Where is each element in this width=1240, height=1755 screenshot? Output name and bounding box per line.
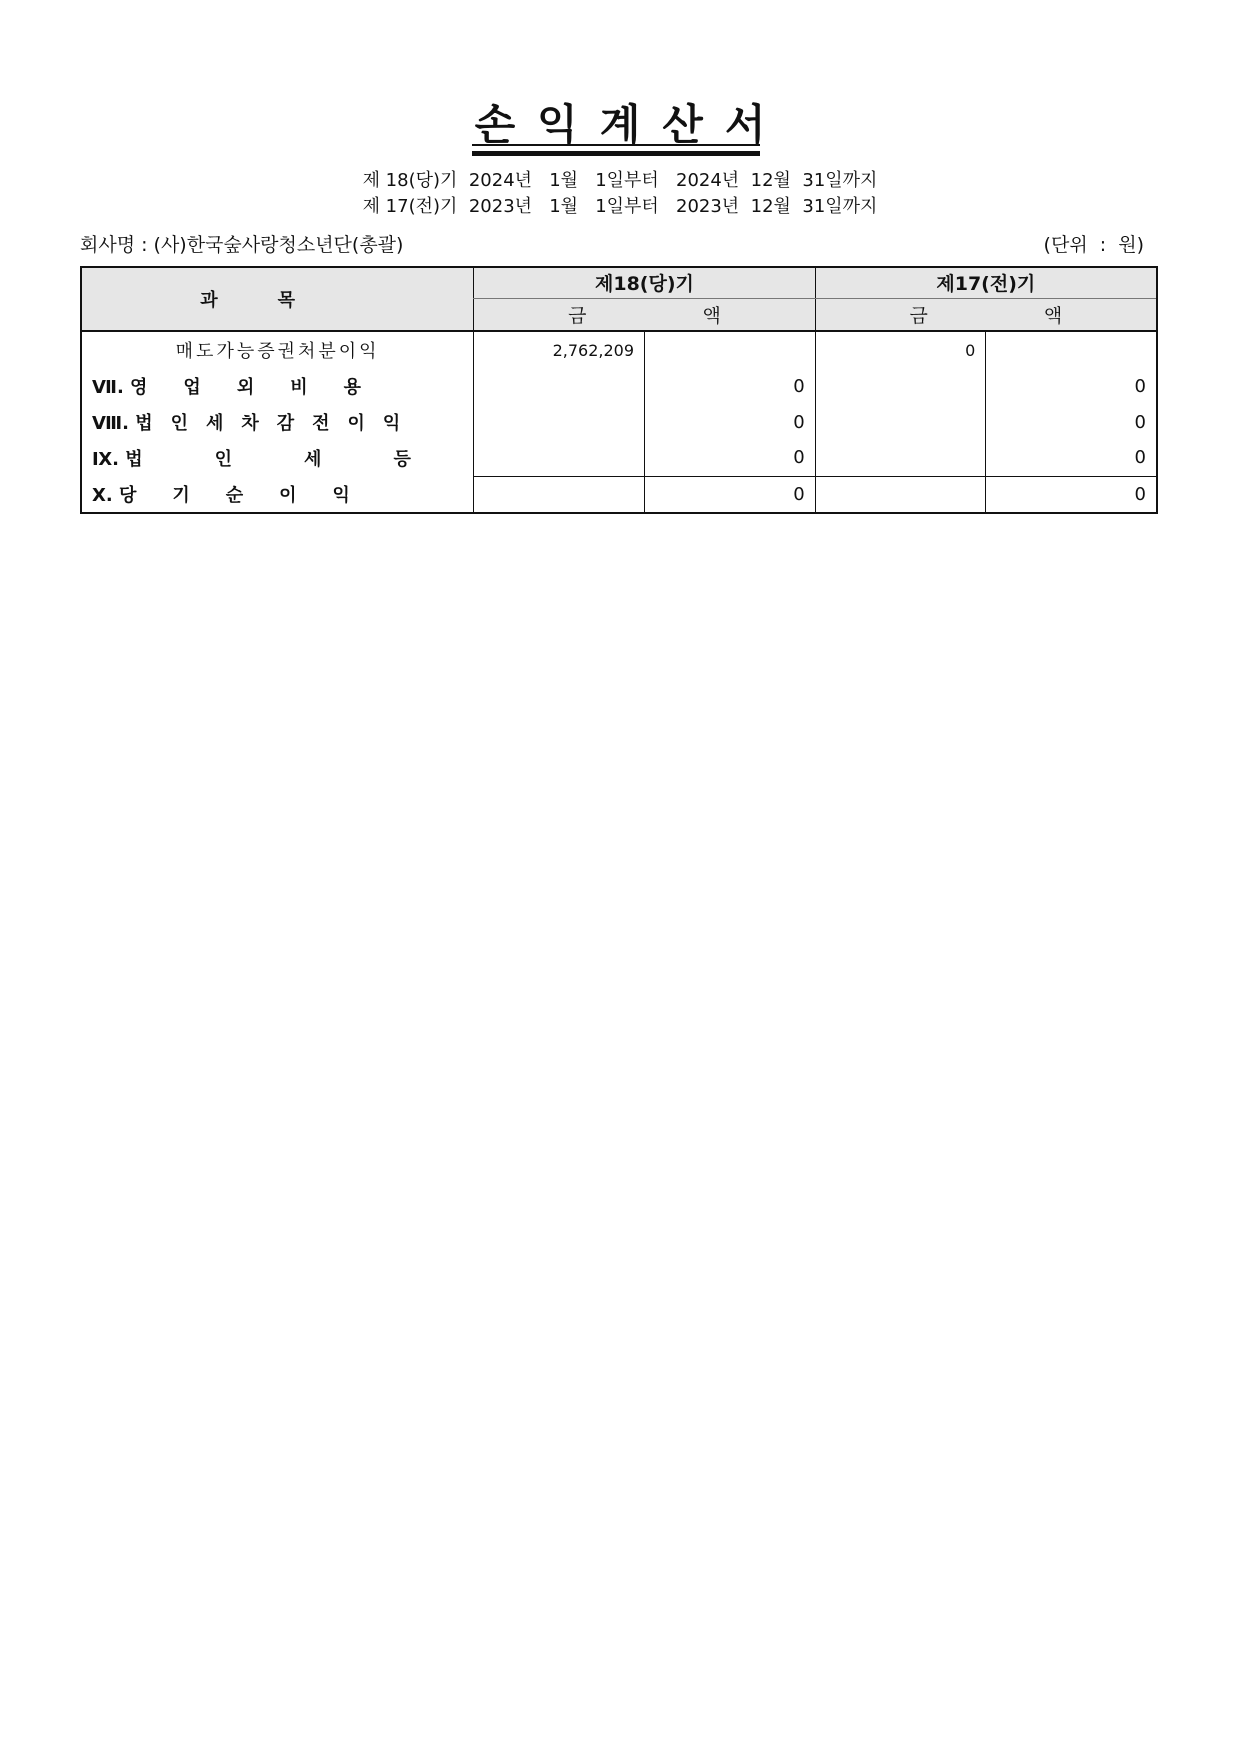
table-row	[81, 404, 1157, 440]
prior-total-amount: 0	[986, 404, 1157, 440]
table-row	[81, 440, 1157, 476]
header-prior-amount: 금 액	[815, 298, 1157, 331]
header-current-period: 제18(당)기	[474, 267, 815, 298]
table-row	[81, 476, 1157, 513]
table-row	[81, 368, 1157, 404]
company-name: 회사명 : (사)한국숲사랑청소년단(총괄)	[80, 234, 404, 256]
current-total-amount: 0	[645, 440, 816, 476]
header-subject: 과목	[81, 267, 474, 331]
prior-sub-amount: 0	[815, 331, 986, 368]
prior-sub-amount	[815, 440, 986, 476]
prior-total-amount: 0	[986, 368, 1157, 404]
current-sub-amount: 2,762,209	[474, 331, 645, 368]
current-sub-amount	[474, 368, 645, 404]
current-total-amount: 0	[645, 476, 816, 513]
prior-sub-amount	[815, 404, 986, 440]
header-prior-period: 제17(전)기	[815, 267, 1157, 298]
header-current-amount: 금 액	[474, 298, 815, 331]
document-title: 손익계산서	[474, 100, 788, 149]
current-total-amount	[645, 331, 816, 368]
prior-total-amount: 0	[986, 440, 1157, 476]
current-total-amount: 0	[645, 368, 816, 404]
row-label: Ⅸ. 법 인 세 등	[92, 449, 411, 470]
prior-total-amount: 0	[986, 476, 1157, 513]
period-prior: 제 17(전)기 2023년 1월 1일부터 2023년 12월 31일까지	[362, 196, 878, 217]
prior-sub-amount	[815, 368, 986, 404]
current-sub-amount	[474, 440, 645, 476]
row-label: 매도가능증권처분이익	[175, 341, 380, 362]
current-total-amount: 0	[645, 404, 816, 440]
prior-sub-amount	[815, 476, 986, 513]
unit-label: (단위 : 원)	[1043, 234, 1144, 256]
period-current: 제 18(당)기 2024년 1월 1일부터 2024년 12월 31일까지	[362, 170, 878, 191]
current-sub-amount	[474, 404, 645, 440]
title-underline-thick	[472, 151, 760, 156]
prior-total-amount	[986, 331, 1157, 368]
current-sub-amount	[474, 476, 645, 513]
title-underline-thin	[472, 144, 760, 146]
row-label: Ⅶ. 영 업 외 비 용	[92, 377, 361, 398]
table-row	[81, 331, 1157, 368]
row-label: Ⅹ. 당 기 순 이 익	[92, 485, 350, 506]
income-statement-table	[80, 266, 1158, 514]
row-label: Ⅷ. 법 인 세 차 감 전 이 익	[92, 413, 401, 434]
